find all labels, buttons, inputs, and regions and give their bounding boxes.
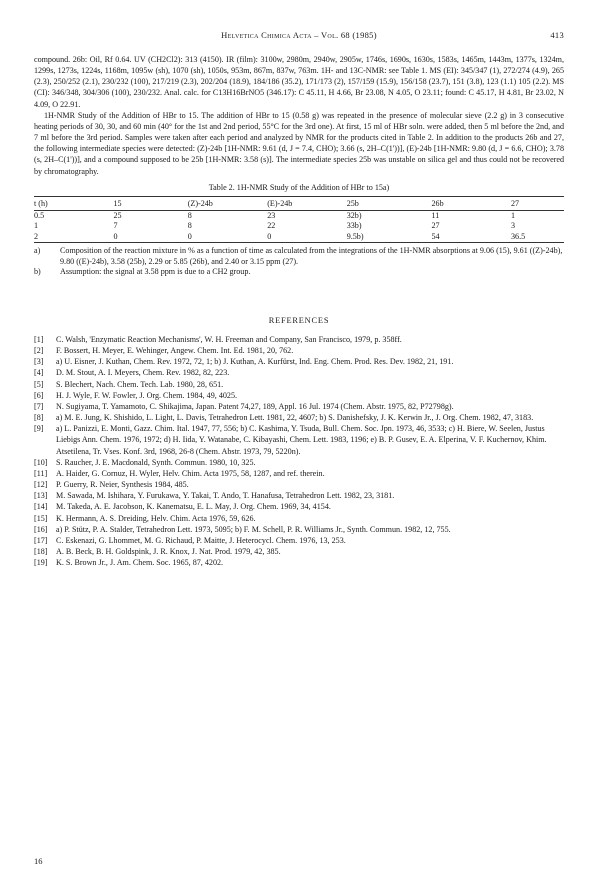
reference-text: C. Walsh, 'Enzymatic Reaction Mechanisms', W. H. Freeman and Company, San Francisco, 1979, p. 358ff.: [56, 335, 402, 344]
reference-item: [34, 546, 564, 557]
table-cell: 33b): [346, 221, 362, 231]
reference-number: [13]: [34, 491, 48, 501]
footer-number: 16: [34, 856, 43, 866]
table-cell: 9.5b): [346, 231, 364, 241]
reference-number: [19]: [34, 558, 48, 568]
reference-text: A. B. Beck, B. H. Goldspink, J. R. Knox, J. Nat. Prod. 1979, 42, 385.: [56, 546, 281, 556]
reference-number: [17]: [34, 535, 48, 545]
table-cell: 25: [113, 210, 122, 220]
footnote-text: Composition of the reaction mixture in % as a function of time as calculated from the integrations of the 1H-NMR absorptions at 9.06 (15), 9.61 ((Z)-24b), 9.80 ((E)-24b), 3.58 (25b), 2.29 or 5.85 (26b), and 2.40 or 3.15 ppm (27).: [60, 246, 563, 266]
reference-text: K. Hermann, A. S. Dreiding, Helv. Chim. Acta 1976, 59, 626.: [56, 513, 256, 523]
reference-item: [34, 490, 564, 501]
reference-text: a) M. E. Jung, K. Shishido, L. Light, L. Davis, Tetrahedron Lett. 1981, 22, 4607; b) S. Danishefsky, J. K. Kerwin Jr., J. Org. Chem. 1982, 47, 3183.: [56, 413, 534, 423]
reference-text: C. Eskenazi, G. Lhommet, M. G. Richaud, P. Maitte, J. Heterocycl. Chem. 1976, 13, 253.: [56, 535, 346, 545]
reference-item: [34, 412, 564, 423]
footnote-mark: a): [34, 246, 41, 256]
table-cell: 23: [267, 210, 276, 220]
reference-item: [34, 457, 564, 468]
reference-item: [34, 423, 564, 456]
reference-item: [34, 367, 564, 378]
table-footnote: [34, 267, 564, 278]
reference-number: [14]: [34, 502, 48, 512]
reference-text: N. Sugiyama, T. Yamamoto, C. Shikajima, Japan. Patent 74,27, 189, Appl. 16 Jul. 1974 (Chem. Abstr. 1975, 82, P72798g).: [56, 401, 454, 411]
reference-text: K. S. Brown Jr., J. Am. Chem. Soc. 1965, 87, 4202.: [56, 558, 224, 568]
reference-number: [12]: [34, 480, 48, 490]
running-header: [34, 30, 564, 44]
reference-number: [5]: [34, 379, 44, 389]
table-cell: 8: [187, 221, 192, 231]
results-table: [34, 196, 564, 244]
table-row: [34, 210, 564, 221]
footnote-mark: b): [34, 267, 41, 277]
table-cell: 36.5: [510, 231, 526, 241]
table-header-cell: (E)-24b: [267, 198, 293, 208]
reference-item: [34, 501, 564, 512]
reference-text: a) P. Stütz, P. A. Stalder, Tetrahedron Lett. 1973, 5095; b) F. M. Schell, P. R. Williams Jr., Synth. Commun. 1982, 12, 755.: [56, 524, 451, 534]
table-cell: 32b): [346, 210, 362, 220]
reference-number: [1]: [34, 335, 44, 344]
reference-text: H. J. Wyle, F. W. Fowler, J. Org. Chem. 1984, 49, 4025.: [56, 390, 238, 400]
table-footnote: [34, 246, 564, 267]
page-number: 413: [550, 30, 564, 40]
table-cell: 1: [34, 221, 39, 231]
reference-item: [34, 557, 564, 568]
footnote-text: Assumption: the signal at 3.58 ppm is due to a CH2 group.: [60, 267, 251, 277]
table-row: [34, 232, 564, 243]
table-row: [34, 221, 564, 232]
table-cell: 2: [34, 231, 39, 241]
reference-text: M. Sawada, M. Ishihara, Y. Furukawa, Y. Takai, T. Ando, T. Hanafusa, Tetrahedron Lett. 1982, 23, 3181.: [56, 491, 395, 501]
table-cell: 8: [187, 210, 192, 220]
reference-number: [7]: [34, 401, 44, 411]
table-header-cell: (Z)-24b: [187, 198, 213, 208]
table-cell: 0: [113, 231, 118, 241]
reference-item: [34, 390, 564, 401]
reference-item: [34, 379, 564, 390]
reference-number: [9]: [34, 424, 44, 434]
reference-item: [34, 468, 564, 479]
reference-item: [34, 345, 564, 356]
table-cell: 11: [431, 210, 440, 220]
table-cell: 1: [510, 210, 516, 220]
reference-text: D. M. Stout, A. I. Meyers, Chem. Rev. 1982, 82, 223.: [56, 368, 230, 378]
table-cell: 27: [431, 221, 440, 231]
reference-text: P. Guerry, R. Neier, Synthesis 1984, 485.: [56, 480, 189, 490]
table-cell: 7: [113, 221, 118, 231]
reference-number: [8]: [34, 413, 44, 423]
table-cell: 0.5: [34, 210, 45, 220]
reference-text: F. Bossert, H. Meyer, E. Wehinger, Angew. Chem. Int. Ed. 1981, 20, 762.: [56, 346, 294, 356]
reference-number: [15]: [34, 513, 48, 523]
journal-title: Helvetica Chimica Acta – Vol. 68 (1985): [221, 30, 377, 40]
table-cell: 22: [267, 221, 276, 231]
reference-text: a) L. Panizzi, E. Monti, Gazz. Chim. Ital. 1947, 77, 556; b) C. Kashima, Y. Tsuda, Bull. Chem. Soc. Jpn. 1973, 46, 3533; c) H. Biere, W. Seelen, Justus Liebigs Ann. Chem. 1976, 1972; d) H. Iida, Y. Watanabe, C. Kibayashi, Chem. Lett. 1983, 1196; e) B. P. Gusev, E. A. Elperina, V. F. Kuchernov, Khim. Atsetilena, Tr. Vses. Konf. 3rd, 1968, 26-8 (Chem. Abstr. 1973, 79, 5220n).: [56, 424, 547, 456]
reference-number: [10]: [34, 457, 48, 467]
reference-item: [34, 334, 564, 345]
reference-number: [2]: [34, 346, 44, 356]
table-cell: 0: [267, 231, 272, 241]
reference-item: [34, 524, 564, 535]
reference-text: M. Takeda, A. E. Jacobson, K. Kanematsu, E. L. May, J. Org. Chem. 1969, 34, 4154.: [56, 502, 331, 512]
reference-text: a) U. Eisner, J. Kuthan, Chem. Rev. 1972, 72, 1; b) J. Kuthan, A. Kurfürst, Ind. Eng. Chem. Prod. Res. Dev. 1982, 21, 191.: [56, 357, 454, 367]
references-list: [34, 334, 564, 568]
table-header-cell: 15: [113, 198, 122, 208]
reference-text: S. Blechert, Nach. Chem. Tech. Lab. 1980, 28, 651.: [56, 379, 224, 389]
table-header-row: [34, 196, 564, 210]
reference-item: [34, 535, 564, 546]
reference-item: [34, 401, 564, 412]
nmr-study-paragraph: 1H-NMR Study of the Addition of HBr to 15. The addition of HBr to 15 (0.58 g) was repeated in the presence of molecular sieve (2.2 g) in 3 consecutive heating periods of 30, 30, and 60 min (40° for the 1st and 2nd period, 55°C for the 3rd one). At first, 15 ml of HBr soln. were added, then 5 ml before the 2nd, and 7 ml before the 3rd period. Samples were taken after each period and analyzed by NMR for the products cited in Table 2. In addition to the products 26b and 27, the following intermediate species were detected: (Z)-24b [1H-NMR: 9.61 (d, J = 7.4, CHO); 3.66 (s, 2H–C(1'))], (E)-24b [1H-NMR: 9.80 (d, J = 6.6, CHO); 3.78 (s, 2H–C(1'))], and a compound supposed to be 25b [1H-NMR: 3.58 (s)]. The intermediate species 25b was unstable on silica gel and thus could not be recovered by chromatography.: [34, 110, 564, 176]
table-footnotes: [34, 246, 564, 278]
table-cell: 0: [187, 231, 192, 241]
reference-item: [34, 513, 564, 524]
reference-number: [16]: [34, 524, 48, 534]
reference-number: [3]: [34, 357, 44, 367]
table-cell: 54: [431, 231, 440, 241]
journal-page: [34, 30, 564, 568]
reference-text: S. Raucher, J. E. Macdonald, Synth. Commun. 1980, 10, 325.: [56, 457, 256, 467]
table-cell: 3: [510, 221, 516, 231]
table-header-cell: 26b: [431, 198, 444, 208]
reference-number: [6]: [34, 390, 44, 400]
reference-text: A. Haider, G. Cornuz, H. Wyler, Helv. Chim. Acta 1975, 58, 1287, and ref. therein.: [56, 468, 325, 478]
reference-number: [4]: [34, 368, 44, 378]
table-header-cell: 25b: [346, 198, 359, 208]
compound-data-paragraph: compound. 26b: Oil, Rf 0.64. UV (CH2Cl2): 313 (4150). IR (film): 3100w, 2980m, 2940w, 2905w, 1746s, 1690s, 1630s, 1583s, 1465m, 1443m, 1377s, 1324m, 1299s, 1273s, 1224s, 1168m, 1095w (sh), 1070 (sh), 1050s, 953m, 867m, 837w, 763m. 1H- and 13C-NMR: see Table 1. MS (EI): 345/347 (1), 272/274 (4.9), 265 (2.3), 250/252 (2.1), 230/232 (100), 217/219 (2.3), 202/204 (18.9), 184/186 (35.2), 171/173 (2), 157/159 (15.9), 156/158 (23.7), 151 (3.8), 123 (1.1) 105 (2.2). MS (CI): 346/348, 304/306 (100), 230/232. Anal. calc. for C13H16BrNO5 (346.17): C 45.11, H 4.66, Br 23.08, N 4.05, O 23.11; found: C 45.17, H 4.81, Br 23.02, N 4.09, O 22.91.: [34, 55, 564, 109]
references-heading: REFERENCES: [268, 316, 330, 325]
table-header-cell: t (h): [34, 198, 48, 208]
table-caption: Table 2. 1H-NMR Study of the Addition of HBr to 15a): [208, 182, 390, 192]
reference-number: [18]: [34, 546, 48, 556]
table-header-cell: 27: [510, 198, 520, 208]
reference-item: [34, 356, 564, 367]
reference-item: [34, 479, 564, 490]
reference-number: [11]: [34, 468, 48, 478]
